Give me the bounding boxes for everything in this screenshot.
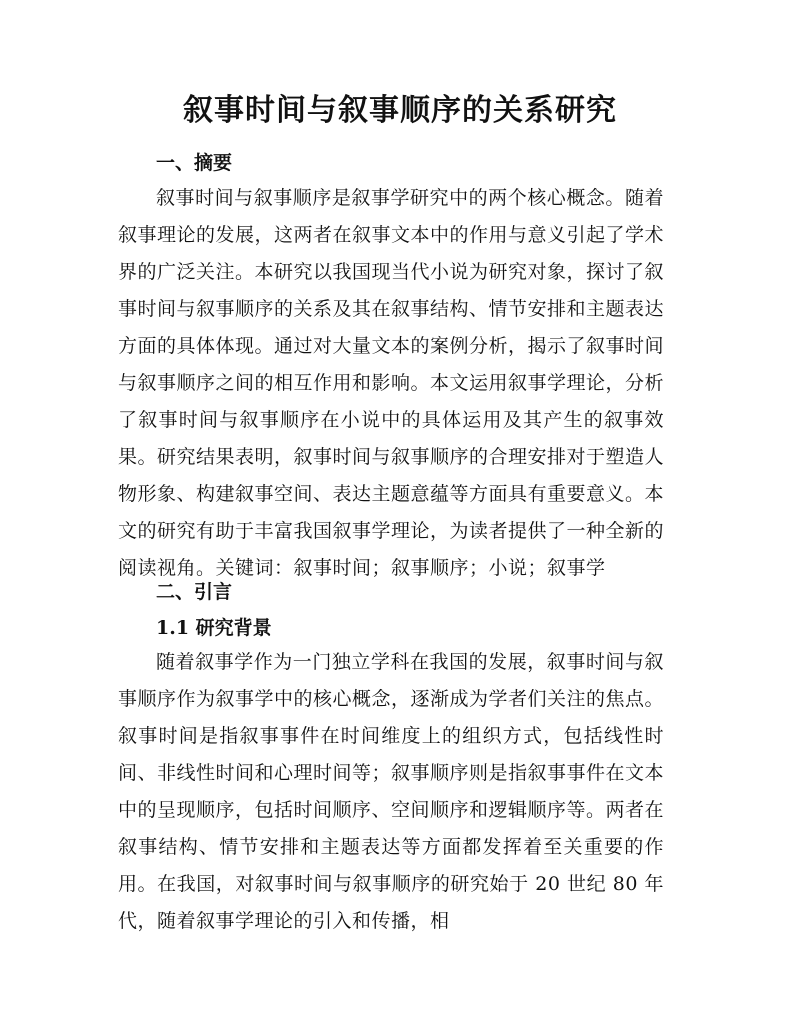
document-title: 叙事时间与叙事顺序的关系研究 [183,93,617,128]
subsection-heading-background: 1.1 研究背景 [156,617,272,639]
section-heading-abstract: 一、摘要 [156,152,233,174]
background-paragraph: 随着叙事学作为一门独立学科在我国的发展，叙事时间与叙事顺序作为叙事学中的核心概念，逐渐成为学者们关注的焦点。叙事时间是指叙事事件在时间维度上的组织方式，包括线性时间、非线性时间和心理时间等；叙事顺序则是指叙事事件在文本中的呈现顺序，包括时间顺序、空间顺序和逻辑顺序等。两者在叙事结构、情节安排和主题表达等方面都发挥着至关重要的作用。在我国，对叙事时间与叙事顺序的研究始于 20 世纪 80 年代，随着叙事学理论的引入和传播，相 [118,651,665,932]
abstract-paragraph: 叙事时间与叙事顺序是叙事学研究中的两个核心概念。随着叙事理论的发展，这两者在叙事文本中的作用与意义引起了学术界的广泛关注。本研究以我国现当代小说为研究对象，探讨了叙事时间与叙事顺序的关系及其在叙事结构、情节安排和主题表达方面的具体体现。通过对大量文本的案例分析，揭示了叙事时间与叙事顺序之间的相互作用和影响。本文运用叙事学理论，分析了叙事时间与叙事顺序在小说中的具体运用及其产生的叙事效果。研究结果表明，叙事时间与叙事顺序的合理安排对于塑造人物形象、构建叙事空间、表达主题意蕴等方面具有重要意义。本文的研究有助于丰富我国叙事学理论，为读者提供了一种全新的阅读视角。关键词：叙事时间；叙事顺序；小说；叙事学 [118,187,665,579]
section-heading-introduction: 二、引言 [156,581,233,603]
